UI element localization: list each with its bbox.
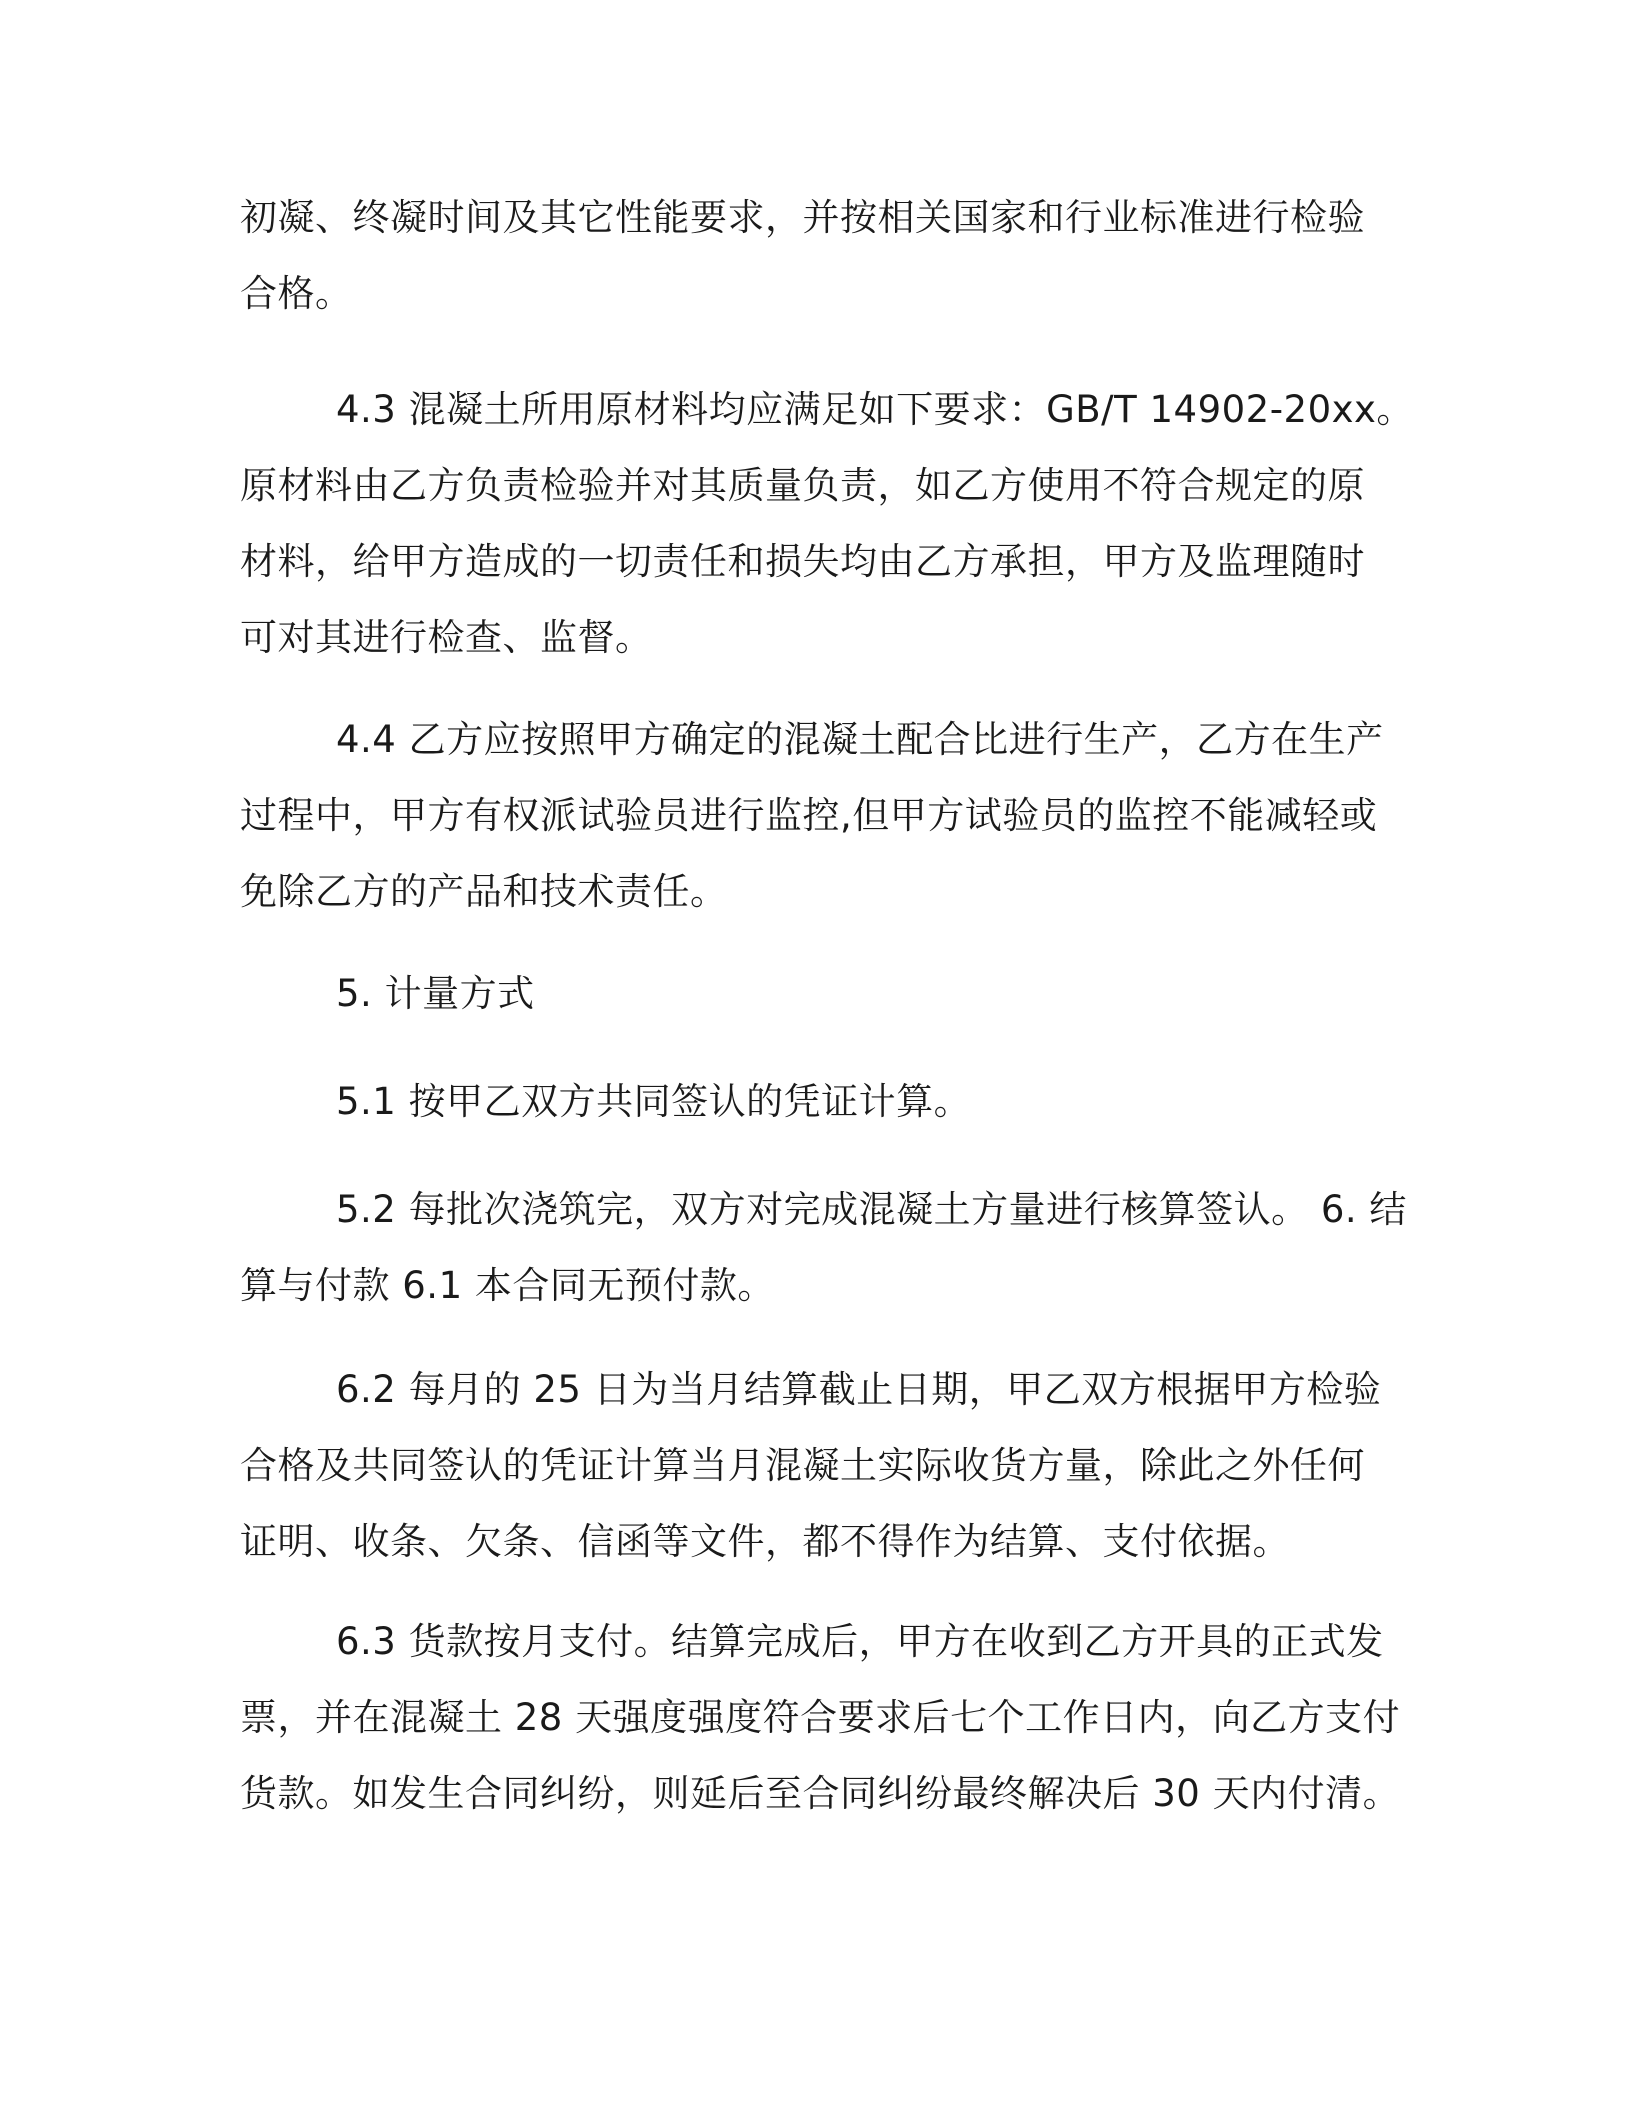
paragraph-quality-requirements-continued: [240, 180, 1365, 332]
text-line: 4.3 混凝土所用原材料均应满足如下要求：GB/T 14902-20xx。: [336, 388, 1414, 431]
text-line: 算与付款 6.1 本合同无预付款。: [240, 1264, 775, 1307]
text-line: 过程中，甲方有权派试验员进行监控,但甲方试验员的监控不能减轻或: [240, 794, 1378, 837]
text-line: 材料，给甲方造成的一切责任和损失均由乙方承担，甲方及监理随时: [240, 540, 1365, 583]
paragraph-clause-4-3: [240, 372, 1414, 676]
paragraph-clause-6-3: [240, 1604, 1400, 1832]
text-line: 证明、收条、欠条、信函等文件，都不得作为结算、支付依据。: [240, 1520, 1290, 1563]
text-line: 合格及共同签认的凭证计算当月混凝土实际收货方量，除此之外任何: [240, 1444, 1365, 1487]
text-line: 初凝、终凝时间及其它性能要求，并按相关国家和行业标准进行检验: [240, 196, 1365, 239]
section-heading-measurement: [240, 956, 535, 1032]
text-line: 免除乙方的产品和技术责任。: [240, 870, 728, 913]
text-line: 5. 计量方式: [336, 972, 535, 1015]
paragraph-clause-5-1: [240, 1064, 971, 1140]
text-line: 货款。如发生合同纠纷，则延后至合同纠纷最终解决后 30 天内付清。: [240, 1772, 1401, 1815]
text-line: 原材料由乙方负责检验并对其质量负责，如乙方使用不符合规定的原: [240, 464, 1365, 507]
paragraph-clause-5-2: [240, 1172, 1407, 1324]
text-line: 5.1 按甲乙双方共同签认的凭证计算。: [336, 1080, 972, 1123]
paragraph-clause-4-4: [240, 702, 1384, 930]
text-line: 可对其进行检查、监督。: [240, 616, 653, 659]
text-line: 合格。: [240, 272, 353, 315]
paragraph-clause-6-2: [240, 1352, 1381, 1580]
text-line: 4.4 乙方应按照甲方确定的混凝土配合比进行生产，乙方在生产: [336, 718, 1384, 761]
text-line: 票，并在混凝土 28 天强度强度符合要求后七个工作日内，向乙方支付: [240, 1696, 1401, 1739]
text-line: 6.3 货款按月支付。结算完成后，甲方在收到乙方开具的正式发: [336, 1620, 1384, 1663]
text-line: 6.2 每月的 25 日为当月结算截止日期，甲乙双方根据甲方检验: [336, 1368, 1382, 1411]
text-line: 5.2 每批次浇筑完，双方对完成混凝土方量进行核算签认。 6. 结: [336, 1188, 1407, 1231]
